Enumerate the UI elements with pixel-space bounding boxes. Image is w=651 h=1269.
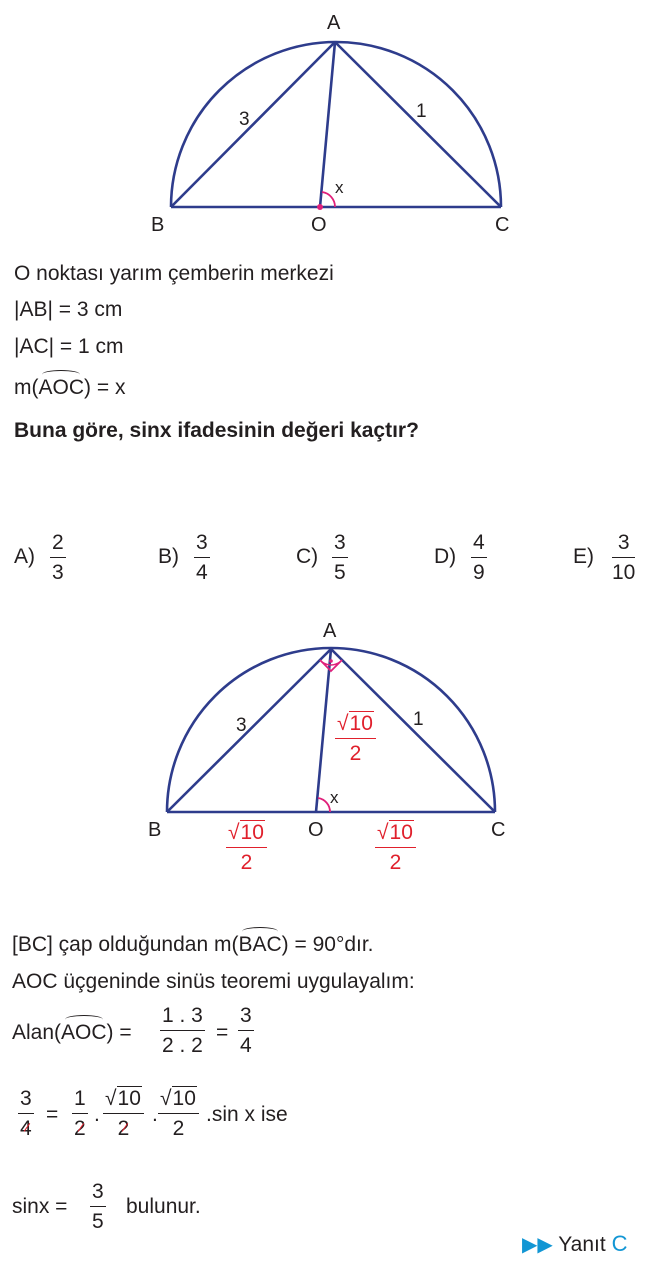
answer-line [522,1232,627,1257]
figure-semicircle-2 [0,610,651,850]
s-aoc-hat: AOC [61,1021,107,1044]
fig2-label-B: B [148,819,162,841]
fig2-label-AC: 1 [413,709,424,730]
figure-semicircle-1 [0,0,651,240]
fig1-label-x: x [335,178,344,197]
fig1-label-B: B [151,214,165,236]
q-angle-prefix: m( [14,376,39,399]
option-e-label[interactable]: E) [573,545,594,568]
fig1-label-AC: 1 [416,101,427,122]
fig2-label-A: A [323,620,337,642]
solution-alan-fraction: 1 . 3 2 . 2 [162,1004,203,1057]
fig2-ao-length: √10 2 [335,712,376,766]
option-d-label[interactable]: D) [434,545,457,568]
answer-label: Yanıt [558,1233,606,1256]
final-fraction: 3 5 [92,1180,104,1233]
solution-alan-label: Alan(AOC) = [12,1021,132,1044]
question-line-angle [14,376,125,400]
option-e-fraction[interactable]: 3 10 [612,531,636,584]
s-bac-hat: BAC [238,933,282,956]
fig2-bo-length: √10 2 [226,821,267,875]
eq-dot-1: . [94,1103,100,1126]
eq-equals: = [46,1103,59,1126]
fig1-label-AB: 3 [239,109,250,130]
fig1-label-A: A [327,12,341,34]
question-prompt: Buna göre, sinx ifadesinin değeri kaçtır? [14,419,419,442]
fig2-label-AB: 3 [236,715,247,736]
solution-line-sine: AOC üçgeninde sinüs teoremi uygulayalım: [12,970,415,993]
final-prefix: sinx = [12,1195,68,1218]
eq-frac-sqrt10-2-b: √10 2 [158,1087,199,1141]
fig2-label-C: C [491,819,506,841]
q-angle-suffix: ) = x [84,376,126,399]
fig1-label-O: O [311,214,327,236]
solution-alan-result: 3 4 [240,1004,252,1057]
solution-line-diameter: [BC] çap olduğundan m(BAC) = 90°dır. [12,933,374,956]
eq-frac-sqrt10-2-a: √10 2 [103,1087,144,1141]
option-c-fraction[interactable]: 3 5 [334,531,346,584]
question-line-ac: |AC| = 1 cm [14,335,124,358]
option-a-fraction[interactable]: 2 3 [52,531,64,584]
solution-alan-equals: = [216,1021,229,1044]
eq-tail: .sin x ise [206,1103,288,1126]
fig1-label-C: C [495,214,510,236]
q-angle-hat: AOC [38,376,85,399]
eq-frac-3-4: 3 4 [20,1087,32,1140]
final-suffix: bulunur. [126,1195,201,1218]
option-b-label[interactable]: B) [158,545,179,568]
question-line-ab: |AB| = 3 cm [14,298,123,321]
question-line-center: O noktası yarım çemberin merkezi [14,262,334,285]
eq-dot-2: . [152,1103,158,1126]
fig2-label-O: O [308,819,324,841]
answer-value: C [611,1231,628,1256]
answer-arrows-icon: ▶▶ [522,1234,553,1256]
option-c-label[interactable]: C) [296,545,319,568]
option-b-fraction[interactable]: 3 4 [196,531,208,584]
eq-frac-1-2: 1 2 [74,1087,86,1140]
fig2-label-x: x [330,788,339,807]
fig2-oc-length: √10 2 [375,821,416,875]
option-a-label[interactable]: A) [14,545,35,568]
option-d-fraction[interactable]: 4 9 [473,531,485,584]
